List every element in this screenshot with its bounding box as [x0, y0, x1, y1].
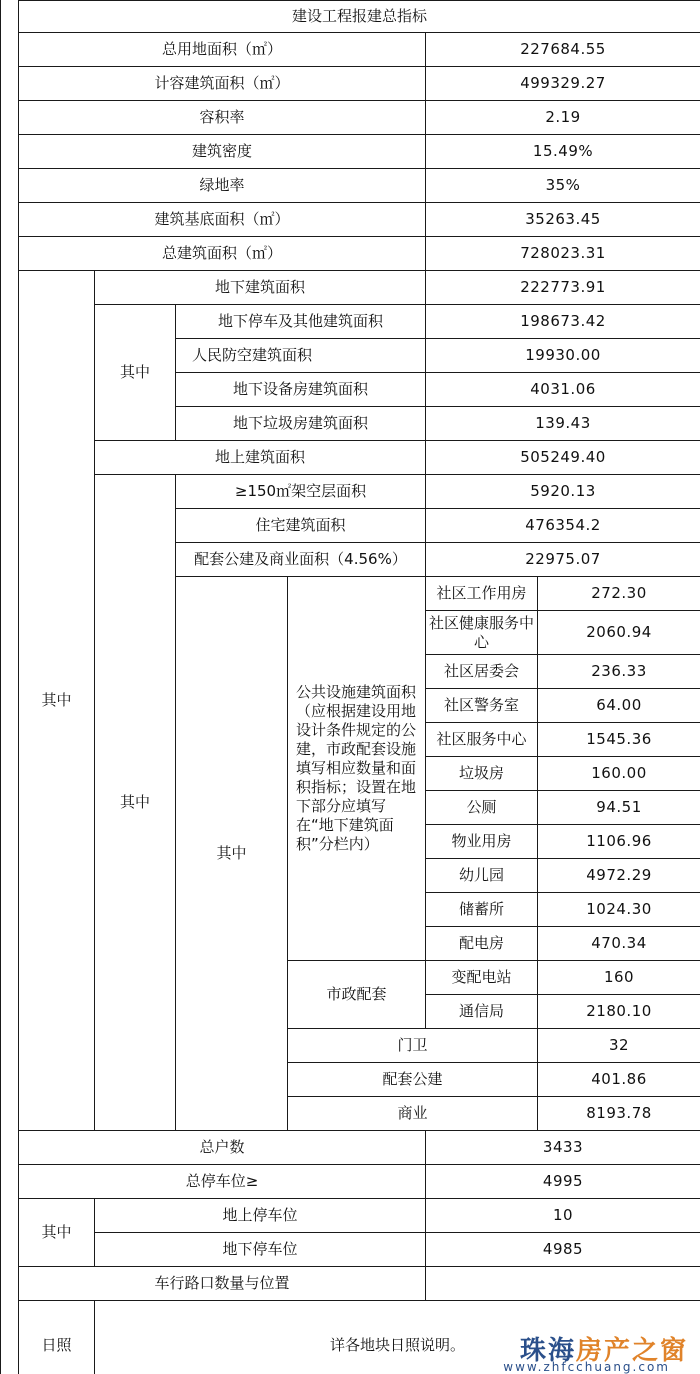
row-value: 222773.91	[426, 271, 700, 305]
row-label: 容积率	[19, 101, 426, 135]
parking-group-label: 其中	[19, 1199, 95, 1267]
public-facilities-note: 公共设施建筑面积（应根据建设用地设计条件规定的公建，市政配套设施填写相应数量和面积指标；设置在地下部分应填写在“地下建筑面积”分栏内）	[288, 577, 426, 961]
subgroup-label-qizhong: 其中	[176, 577, 288, 1131]
row-label: 商业	[288, 1097, 538, 1131]
table-row	[19, 169, 700, 203]
facility-label: 社区警务室	[426, 689, 538, 723]
row-label: 配套公建及商业面积（4.56%）	[176, 543, 426, 577]
table-title: 建设工程报建总指标	[19, 1, 700, 33]
facility-value: 1545.36	[538, 723, 700, 757]
row-label: 地下垃圾房建筑面积	[176, 407, 426, 441]
watermark-url: www.zhfcchuang.com	[503, 1360, 670, 1374]
facility-value: 64.00	[538, 689, 700, 723]
row-label: ≥150㎡架空层面积	[176, 475, 426, 509]
row-label: 地上建筑面积	[95, 441, 426, 475]
row-value: 401.86	[538, 1063, 700, 1097]
row-value: 505249.40	[426, 441, 700, 475]
facility-label: 社区工作用房	[426, 577, 538, 611]
row-label: 总户数	[19, 1131, 426, 1165]
facility-value: 1024.30	[538, 893, 700, 927]
table-row	[19, 237, 700, 271]
group-label-qizhong: 其中	[19, 271, 95, 1131]
row-value: 35%	[426, 169, 700, 203]
facility-label: 社区服务中心	[426, 723, 538, 757]
facility-value: 160	[538, 961, 700, 995]
table-row	[19, 135, 700, 169]
row-value: 8193.78	[538, 1097, 700, 1131]
table-row	[19, 1199, 700, 1233]
subgroup-label-qizhong: 其中	[95, 475, 176, 1131]
municipal-label: 市政配套	[288, 961, 426, 1029]
facility-value: 160.00	[538, 757, 700, 791]
row-value: 22975.07	[426, 543, 700, 577]
facility-label: 变配电站	[426, 961, 538, 995]
sunlight-label: 日照	[19, 1301, 95, 1374]
facility-value: 272.30	[538, 577, 700, 611]
row-value: 227684.55	[426, 33, 700, 67]
table-row	[19, 1267, 700, 1301]
table-row	[19, 203, 700, 237]
facility-label: 储蓄所	[426, 893, 538, 927]
table-row	[19, 271, 700, 305]
row-value: 4031.06	[426, 373, 700, 407]
table-row	[19, 475, 700, 509]
facility-value: 94.51	[538, 791, 700, 825]
subgroup-label-qizhong: 其中	[95, 305, 176, 441]
row-label: 总停车位≥	[19, 1165, 426, 1199]
row-label: 门卫	[288, 1029, 538, 1063]
table-row	[19, 1165, 700, 1199]
row-value: 10	[426, 1199, 700, 1233]
table-row	[19, 101, 700, 135]
facility-value: 2060.94	[538, 611, 700, 655]
table-row	[19, 67, 700, 101]
facility-label: 社区居委会	[426, 655, 538, 689]
row-value	[426, 1267, 700, 1301]
sunlight-note: 详各地块日照说明。	[95, 1301, 700, 1374]
row-label: 地下设备房建筑面积	[176, 373, 426, 407]
row-label: 配套公建	[288, 1063, 538, 1097]
row-label: 地下停车位	[95, 1233, 426, 1267]
row-label: 总用地面积（㎡）	[19, 33, 426, 67]
row-value: 19930.00	[426, 339, 700, 373]
row-label: 住宅建筑面积	[176, 509, 426, 543]
watermark-part2: 房产之窗	[575, 1336, 688, 1366]
table-row	[19, 1131, 700, 1165]
row-value: 499329.27	[426, 67, 700, 101]
facility-label: 物业用房	[426, 825, 538, 859]
row-value: 5920.13	[426, 475, 700, 509]
row-label: 建筑密度	[19, 135, 426, 169]
row-label: 地上停车位	[95, 1199, 426, 1233]
row-label: 人民防空建筑面积	[176, 339, 426, 373]
facility-value: 4972.29	[538, 859, 700, 893]
watermark-part1: 珠海	[519, 1336, 576, 1366]
row-value: 15.49%	[426, 135, 700, 169]
row-label: 车行路口数量与位置	[19, 1267, 426, 1301]
row-label: 地下建筑面积	[95, 271, 426, 305]
row-label: 绿地率	[19, 169, 426, 203]
table-row	[19, 441, 700, 475]
row-value: 3433	[426, 1131, 700, 1165]
row-value: 4995	[426, 1165, 700, 1199]
row-value: 728023.31	[426, 237, 700, 271]
facility-value: 1106.96	[538, 825, 700, 859]
indicator-table	[18, 0, 700, 1374]
facility-value: 236.33	[538, 655, 700, 689]
row-value: 32	[538, 1029, 700, 1063]
facility-label: 公厕	[426, 791, 538, 825]
row-value: 139.43	[426, 407, 700, 441]
table-row	[19, 1233, 700, 1267]
table-row	[19, 33, 700, 67]
row-label: 地下停车及其他建筑面积	[176, 305, 426, 339]
row-label: 计容建筑面积（㎡）	[19, 67, 426, 101]
facility-label: 垃圾房	[426, 757, 538, 791]
table-row	[19, 305, 700, 339]
facility-label: 配电房	[426, 927, 538, 961]
facility-label: 通信局	[426, 995, 538, 1029]
facility-label: 社区健康服务中心	[426, 611, 538, 655]
row-value: 4985	[426, 1233, 700, 1267]
facility-label: 幼儿园	[426, 859, 538, 893]
facility-value: 2180.10	[538, 995, 700, 1029]
row-label: 总建筑面积（㎡）	[19, 237, 426, 271]
facility-value: 470.34	[538, 927, 700, 961]
row-value: 476354.2	[426, 509, 700, 543]
row-value: 2.19	[426, 101, 700, 135]
left-border	[0, 0, 1, 1374]
row-value: 35263.45	[426, 203, 700, 237]
title-row	[19, 1, 700, 33]
row-value: 198673.42	[426, 305, 700, 339]
row-label: 建筑基底面积（㎡）	[19, 203, 426, 237]
